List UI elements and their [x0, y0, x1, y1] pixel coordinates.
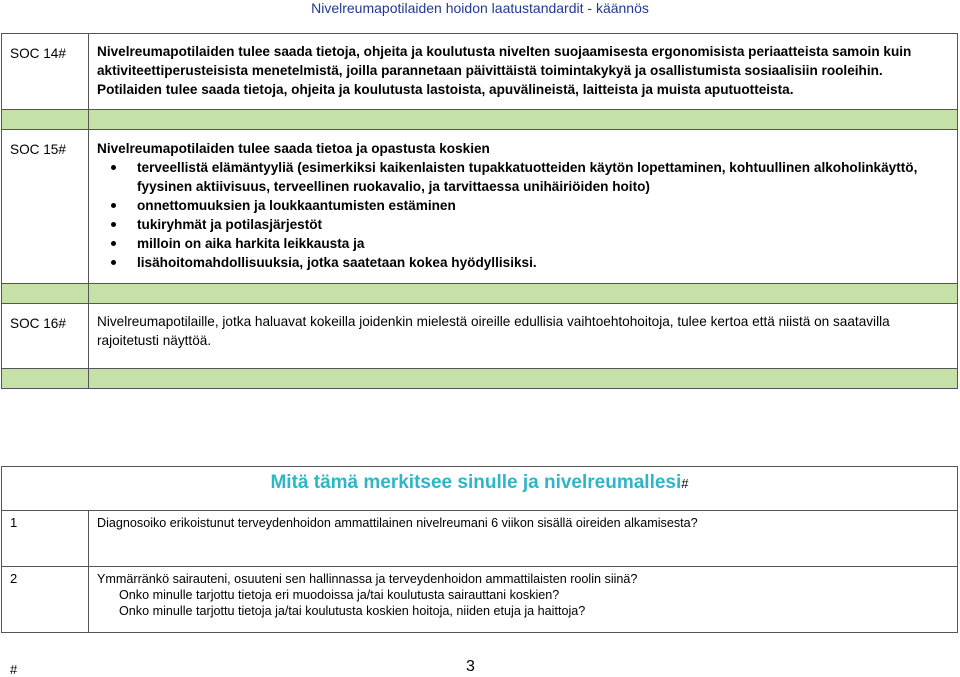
soc15-row	[2, 130, 958, 284]
bullet-icon	[111, 260, 116, 265]
soc16-text: Nivelreumapotilaille, jotka haluavat kokeilla joidenkin mielestä oireille edullisia vaihtoehtohoitoja, tulee kertoa että niistä on saatavilla rajoitetusti näyttöä.	[89, 304, 958, 369]
document-header: Nivelreumapotilaiden hoidon laatustandardit - käännös	[311, 0, 649, 16]
spacer-row	[2, 110, 958, 130]
soc16-row	[2, 304, 958, 369]
list-item: lisähoitomahdollisuuksia, jotka saatetaan kokea hyödyllisiksi.	[137, 253, 949, 272]
question-text: Ymmärränkö sairauteni, osuuteni sen hallinnassa ja terveydenhoidon ammattilaisten roolin siinä? Onko minulle tarjottu tietoja eri muodoissa ja/tai koulutusta sairauttani koskien? Onko minulle tarjottu tietoja ja/tai koulutusta koskien hoitoja, niiden etuja ja haittoja?	[89, 567, 958, 633]
section-title: Mitä tämä merkitsee sinulle ja nivelreumallesi#	[1, 466, 958, 512]
list-item: milloin on aika harkita leikkausta ja	[137, 234, 949, 253]
questions-table	[1, 510, 958, 633]
soc-table	[1, 33, 958, 389]
page-number: 3	[466, 658, 475, 675]
bullet-icon	[111, 203, 116, 208]
soc16-code: SOC 16#	[2, 304, 89, 369]
soc15-intro: Nivelreumapotilaiden tulee saada tietoa ja opastusta koskien	[97, 141, 490, 156]
spacer-row	[2, 369, 958, 389]
list-item: onnettomuuksien ja loukkaantumisten estäminen	[137, 196, 949, 215]
question-number: 2	[2, 567, 89, 633]
spacer-row	[2, 284, 958, 304]
soc15-bullet-list	[97, 158, 949, 272]
list-item: terveellistä elämäntyyliä (esimerkiksi kaikenlaisten tupakkatuotteiden käytön lopettaminen, kohtuullinen alkoholinkäyttö, fyysinen aktiivisuus, terveellinen ruokavalio, ja tarvittaessa unihäiriöiden hoito)	[137, 158, 949, 196]
bullet-icon	[111, 241, 116, 246]
question-row	[2, 511, 958, 567]
question-text: Diagnosoiko erikoistunut terveydenhoidon ammattilainen nivelreumani 6 viikon sisällä oireiden alkamisesta?	[89, 511, 958, 567]
question-number: 1	[2, 511, 89, 567]
bullet-icon	[111, 222, 116, 227]
soc14-row	[2, 34, 958, 110]
bullet-icon	[111, 165, 116, 170]
footer-hash: #	[10, 662, 18, 677]
list-item: tukiryhmät ja potilasjärjestöt	[137, 215, 949, 234]
soc14-code: SOC 14#	[2, 34, 89, 110]
soc15-body	[89, 130, 958, 284]
hash-mark: #	[681, 476, 689, 491]
soc14-text: Nivelreumapotilaiden tulee saada tietoja, ohjeita ja koulutusta nivelten suojaamisesta ergonomisista periaatteista samoin kuin aktiviteettiperusteisista menetelmistä, joilla parannetaan päivittäistä toimintakykyä ja osallistumista sosiaalisiin rooleihin. Potilaiden tulee saada tietoja, ohjeita ja koulutusta lastoista, apuvälineistä, laitteista ja muista aputuotteista.	[89, 34, 958, 110]
question-row	[2, 567, 958, 633]
soc15-code: SOC 15#	[2, 130, 89, 284]
